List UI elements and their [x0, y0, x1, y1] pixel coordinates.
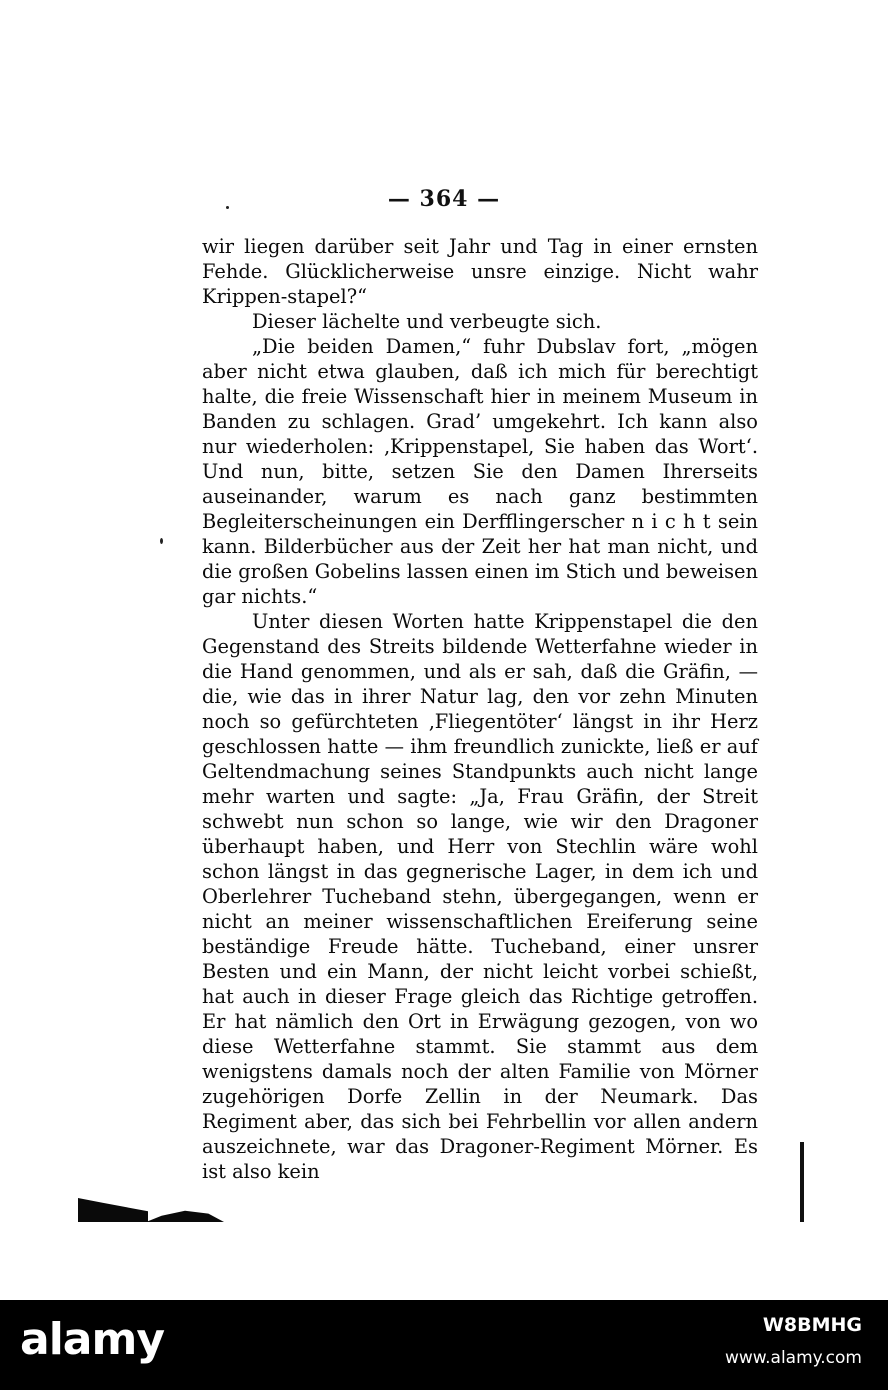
paragraph-1: wir liegen darüber seit Jahr und Tag in einer ernsten Fehde. Glücklicherweise unsre einzige. Nicht wahr Krippen-stapel?“	[202, 235, 758, 308]
watermark-url: www.alamy.com	[724, 1348, 862, 1368]
watermark-bar	[0, 1300, 888, 1390]
paragraph-4: Unter diesen Worten hatte Krippenstapel die den Gegenstand des Streits bildende Wetterfahne wieder in die Hand genommen, und als er sah, daß die Gräfin, — die, wie das in ihrer Natur lag, den vor zehn Minuten noch so gefürchteten ‚Fliegentöter‘ längst in ihr Herz geschlossen hatte — ihm freundlich zunickte, ließ er auf Geltendmachung seines Standpunkts auch nicht lange mehr warten und sagte: „Ja, Frau Gräfin, der Streit schwebt nun schon so lange, wie wir den Dragoner überhaupt haben, und Herr von Stechlin wäre wohl schon längst in das gegnerische Lager, in dem ich und Oberlehrer Tucheband stehn, übergegangen, wenn er nicht an meiner wissenschaftlichen Ereiferung seine beständige Freude hätte. Tucheband, einer unsrer Besten und ein Mann, der nicht leicht vorbei schießt, hat auch in dieser Frage gleich das Richtige getroffen. Er hat nämlich den Ort in Erwägung gezogen, von wo diese Wetterfahne stammt. Sie stammt aus dem wenigstens damals noch der alten Familie von Mörner zugehörigen Dorfe Zellin in der Neumark. Das Regiment aber, das sich bei Fehrbellin vor allen andern auszeichnete, war das Dragoner-Regiment Mörner. Es ist also kein	[202, 610, 758, 1183]
scan-speck	[226, 206, 229, 209]
scan-edge-mark	[146, 1208, 224, 1222]
image-id: W8BMHG	[762, 1314, 862, 1336]
scan-speck	[160, 538, 163, 544]
paragraph-3: „Die beiden Damen,“ fuhr Dubslav fort, „mögen aber nicht etwa glauben, daß ich mich für berechtigt halte, die freie Wissenschaft hier in meinem Museum in Banden zu schlagen. Grad’ umgekehrt. Ich kann also nur wiederholen: ‚Krippenstapel, Sie haben das Wort‘. Und nun, bitte, setzen Sie den Damen Ihrerseits auseinander, warum es nach ganz bestimmten Begleiterscheinungen ein Derfflingerscher n i c h t sein kann. Bilderbücher aus der Zeit her hat man nicht, und die großen Gobelins lassen einen im Stich und beweisen gar nichts.“	[202, 335, 759, 608]
alamy-logo: alamy	[20, 1314, 164, 1365]
scan-edge-mark	[800, 1142, 804, 1222]
scan-edge-mark	[78, 1198, 148, 1222]
paragraph-2: Dieser lächelte und verbeugte sich.	[252, 310, 602, 333]
body-text	[202, 234, 758, 1184]
page-number: — 364 —	[387, 186, 501, 212]
